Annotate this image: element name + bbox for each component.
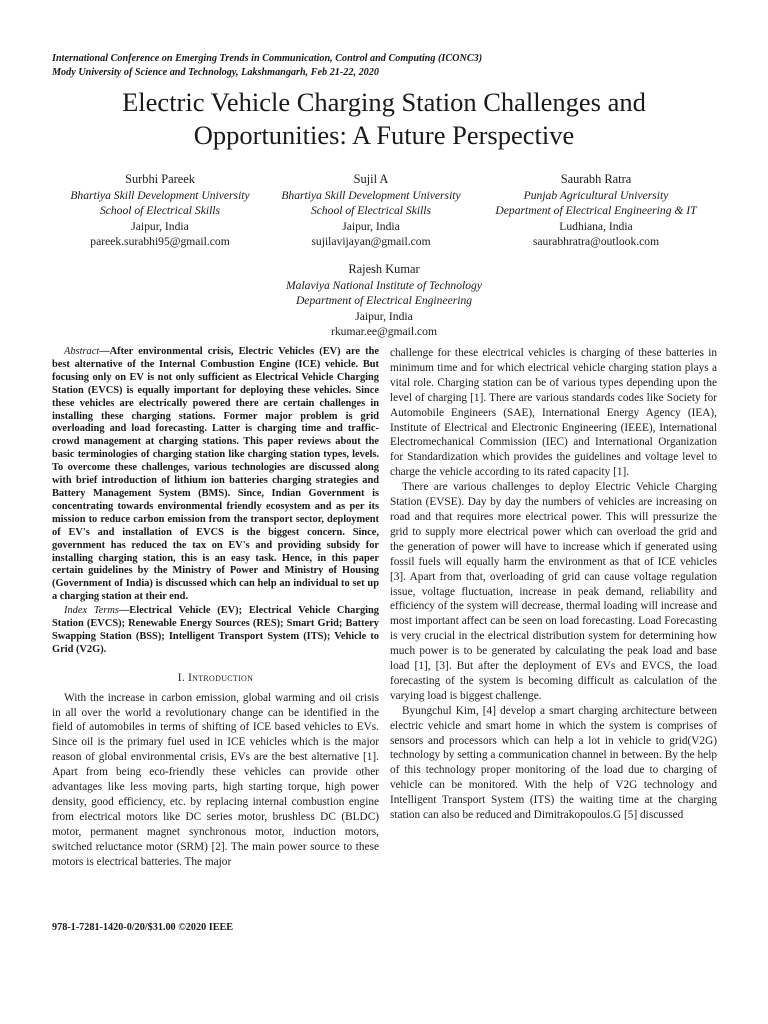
author-location: Ludhiana, India [559,219,633,233]
body-paragraph-1: challenge for these electrical vehicles is charging of these batteries in minimum time and for which electrical vehicle charging station plays a vital role. Charging station can be of various types depending upon the level of charging [1]. There are various standards codes like Society for Automobile Engineers (SAE), International Energy Agency (IEA), Institute of Electrical and Electronic Engineering (IEEE), International Electromechanical Commission (IEC) and International Organization for Standardization which provides the guidelines and voltage level to charge the vehicle according to its rated capacity [1]. [390,347,717,479]
index-terms-text: —Electrical Vehicle (EV); Electrical Vehicle Charging Station (EVCS); Renewable Energy Sources (RES); Smart Grid; Battery Swapping Station (BSS); Intelligent Transport System (ITS); Vehicle to Grid (V2G). [52,605,380,655]
body-paragraph-3: Byungchul Kim, [4] develop a smart charging architecture between electric vehicle and smart home in which the system is comprises of sensors and processors which can help a lot in vehicle to grid(V2G) technology by setting a communication channel in between. By the help of this technology proper monitoring of the load due to charging of vehicle can be monitored. With the help of V2G technology and Intelligent Transport System (ITS) the waiting time at the charging station can also be reduced and Dimitrakopoulos.G [5] discussed [390,704,717,822]
body-paragraph-2: There are various challenges to deploy Electric Vehicle Charging Station (EVSE). Day by day the numbers of vehicles are increasing on road and that requires more electrical power. This will pressurize the grid to supply more electrical power which can overload the grid and the generation of power will have to increase which if generated using fossil fuels will equally harm the environment as that of ICE vehicles [3]. Apart from that, overloading of grid can cause voltage regulation issue, voltage fluctuation, increase in peak demand, reliability and efficiency of the system will decrease, thermal loading will increase and most important affect can be seen on load forecasting. Load Forecasting is very crucial in the electrical distribution system for determining how much power is to be generated by calculating the peak load and base load [1], [3]. But after the deployment of EVs and EVCS, the load forecasting of the system is becoming difficult as calculation of the varying load is biggest challenge. [390,481,717,702]
author-name: Sujil A [353,172,389,186]
author-affiliation: Bhartiya Skill Development University [70,189,250,203]
conference-line-2: Mody University of Science and Technology, Lakshmangarh, Feb 21-22, 2020 [52,66,379,78]
paper-title [40,86,728,152]
author-affiliation: Malaviya National Institute of Technology [285,279,482,293]
right-column [390,346,717,823]
author-email: pareek.surabhi95@gmail.com [90,234,230,248]
copyright-footer: 978-1-7281-1420-0/20/$31.00 ©2020 IEEE [52,922,234,933]
abstract-text: —After environmental crisis, Electric Vehicles (EV) are the best alternative of the Internal Combustion Engine (ICE) vehicle. But focusing only on EV is not only sufficient as Electrical Vehicle Charging Station (EVCS) is equally important for deploying these vehicles. Since these vehicles are electrically powered there are certain challenges in installing these charging stations. Former major problem is grid overloading and load forecasting. Latter is charging time and traffic-crowd management at charging stations. This paper reviews about the basic terminologies of charging station like charging station types, levels. To overcome these challenges, various technologies are discussed along with brief introduction of lithium ion batteries charging strategies and Battery Management System (BMS). Since, Indian Government is concentrating towards environmental friendly ecosystem and as per its mission to reduce carbon emission from the transport sector, deployment of EV's and installation of EVCS is the biggest concern. Since, government has reduced the tax on EV's and providing subsidy for installing charging station, this is an easy task. Hence, in this paper certain guidelines by the Ministry of Power and Ministry of Housing (Government of India) is discussed which can help an individual to set up a charging station at their end. [52,346,379,603]
author-email: sujilavijayan@gmail.com [311,234,431,248]
author-2 [266,172,476,249]
author-4 [224,262,544,339]
author-location: Jaipur, India [355,309,413,323]
left-column [52,346,379,870]
author-department: Department of Electrical Engineering & IT [495,204,697,218]
author-affiliation: Bhartiya Skill Development University [281,189,461,203]
author-location: Jaipur, India [342,219,400,233]
author-department: Department of Electrical Engineering [295,294,473,308]
author-name: Rajesh Kumar [348,262,420,276]
author-affiliation: Punjab Agricultural University [523,189,669,203]
section-heading-introduction: I. Introduction [177,671,254,684]
author-1 [60,172,260,249]
author-department: School of Electrical Skills [99,204,221,218]
author-3 [474,172,718,249]
abstract-label: Abstract [64,346,100,357]
index-terms [52,605,379,657]
author-name: Saurabh Ratra [560,172,632,186]
author-email: rkumar.ee@gmail.com [331,324,437,338]
author-email: saurabhratra@outlook.com [532,234,660,248]
title-line-1: Electric Vehicle Charging Station Challenges and [122,87,646,117]
title-line-2: Opportunities: A Future Perspective [193,120,575,150]
conference-line-1: International Conference on Emerging Trends in Communication, Control and Computing (ICONC3) [52,53,483,64]
conference-header [52,52,732,79]
author-department: School of Electrical Skills [310,204,432,218]
author-name: Surbhi Pareek [125,172,195,186]
intro-paragraph-1: With the increase in carbon emission, global warming and oil crisis in all over the world a revolutionary change can be identified in the field of automobiles in terms of shifting of ICE based vehicles to EVs. Since oil is the primary fuel used in ICE vehicles which is the major reason of global environmental crisis, EVs are the best alternative [1]. Apart from being eco-friendly these vehicles can provide other advantages like less moving parts, high starting torque, high power density, good efficiency, etc. by replacing internal combustion engine from electrical motors like DC series motor, brushless DC (BLDC) motor, permanent magnet synchronous motor, induction motors, switched reluctance motor (SRM) [2]. The main power source to these motors is electrical batteries. The major [52,691,379,868]
index-terms-label: Index Terms [64,605,119,617]
abstract [52,346,379,604]
author-location: Jaipur, India [131,219,189,233]
